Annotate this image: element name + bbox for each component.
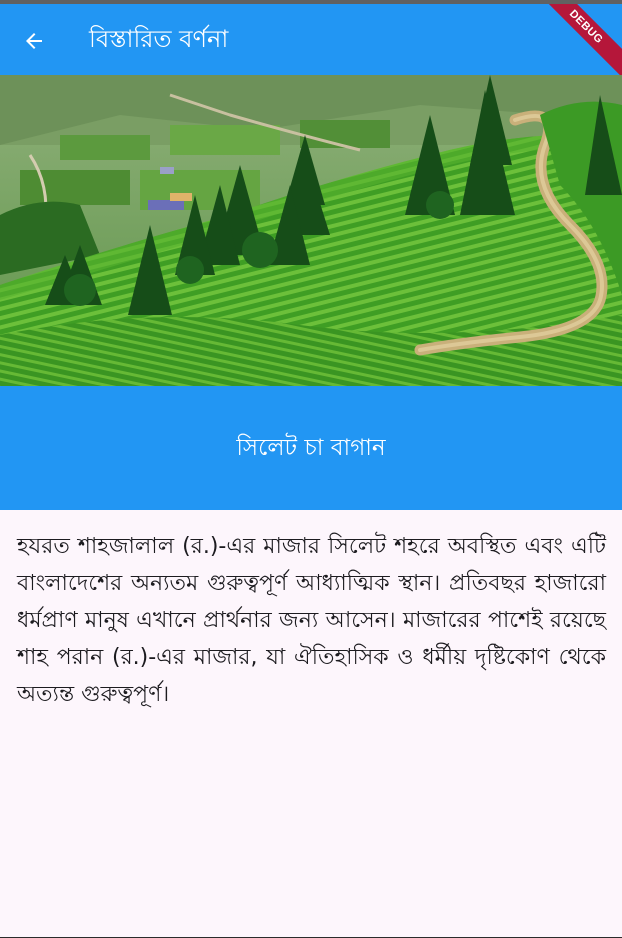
back-button[interactable] <box>14 21 54 61</box>
place-description: হযরত শাহজালাল (র.)-এর মাজার সিলেট শহরে অবস্থিত এবং এটি বাংলাদেশের অন্যতম গুরুত্বপূর্ণ আধ্যাত্মিক স্থান। প্রতিবছর হাজারো ধর্মপ্রাণ মানুষ এখানে প্রার্থনার জন্য আসেন। মাজারের পাশেই রয়েছে শাহ পরান (র.)-এর মাজার, যা ঐতিহাসিক ও ধর্মীয় দৃষ্টিকোণ থেকে অত্যন্ত গুরুত্বপূর্ণ। <box>17 534 606 707</box>
hero-image <box>0 75 622 386</box>
debug-banner: DEBUG <box>529 4 622 75</box>
page-title: বিস্তারিত বর্ণনা <box>89 25 229 53</box>
tea-garden-illustration <box>0 75 622 386</box>
caption-band <box>0 386 622 510</box>
app-bar <box>0 4 622 75</box>
arrow-left-icon <box>22 29 46 53</box>
place-name: সিলেট চা বাগান <box>236 434 386 461</box>
